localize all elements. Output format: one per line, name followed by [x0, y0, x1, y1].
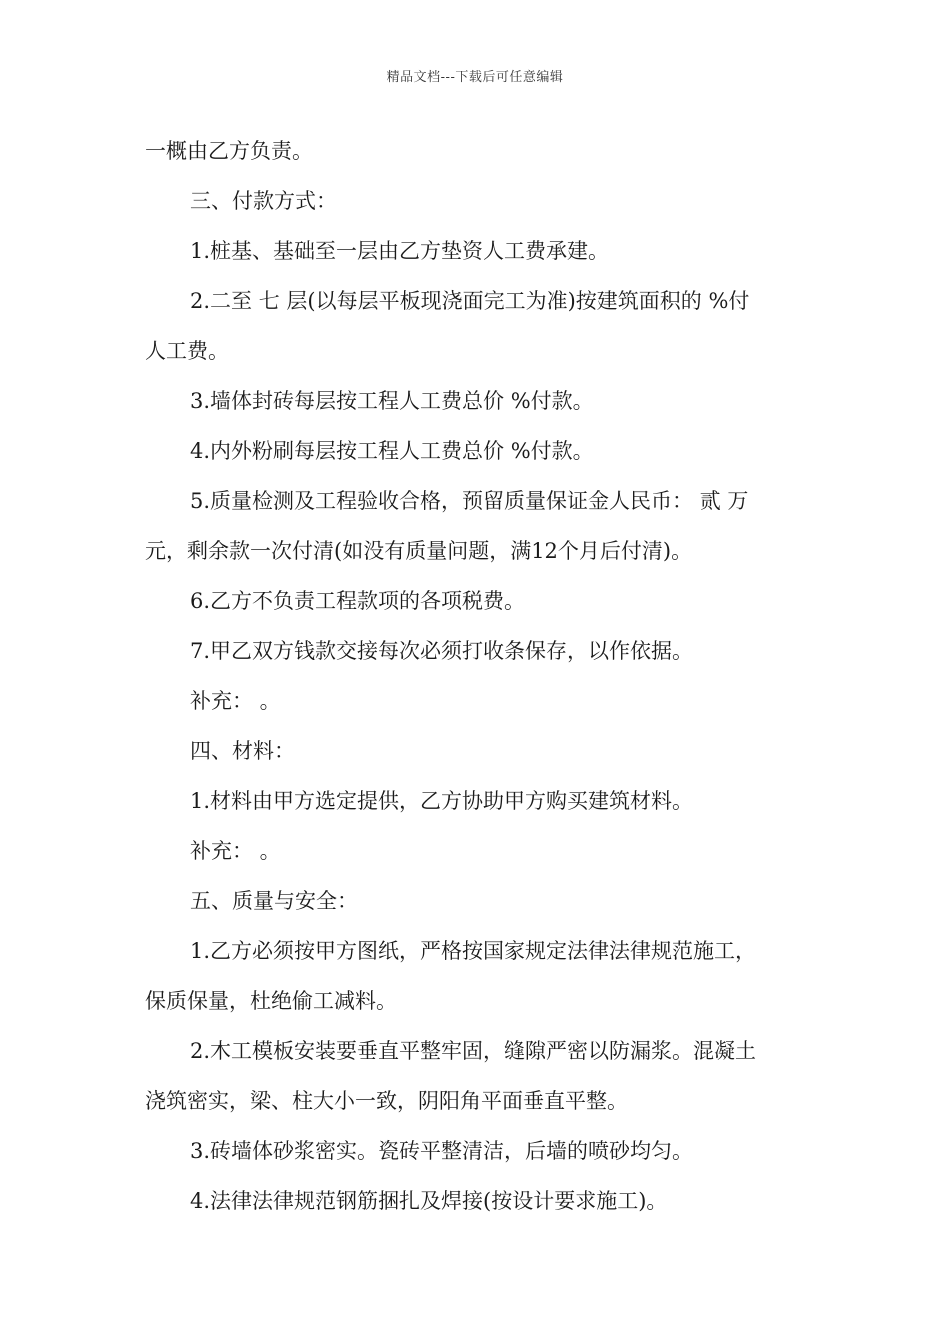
paragraph-line: 1.乙方必须按甲方图纸，严格按国家规定法律法律规范施工， — [190, 939, 757, 963]
paragraph-line: 3.墙体封砖每层按工程人工费总价 %付款。 — [190, 389, 594, 413]
paragraph-line: 浇筑密实，梁、柱大小一致，阴阳角平面垂直平整。 — [145, 1089, 628, 1113]
paragraph-line: 一概由乙方负责。 — [145, 139, 313, 163]
paragraph-line: 1.材料由甲方选定提供，乙方协助甲方购买建筑材料。 — [190, 789, 694, 813]
paragraph-line: 7.甲乙双方钱款交接每次必须打收条保存，以作依据。 — [190, 639, 694, 663]
paragraph-line: 5.质量检测及工程验收合格，预留质量保证金人民币： 贰 万 — [190, 489, 749, 513]
supplement-line: 补充： 。 — [190, 839, 281, 863]
paragraph-line: 4.法律法律规范钢筋捆扎及焊接(按设计要求施工)。 — [190, 1189, 668, 1213]
section-heading-materials: 四、材料： — [190, 739, 295, 763]
paragraph-line: 6.乙方不负责工程款项的各项税费。 — [190, 589, 526, 613]
paragraph-line: 人工费。 — [145, 339, 229, 363]
paragraph-line: 1.桩基、基础至一层由乙方垫资人工费承建。 — [190, 239, 610, 263]
paragraph-line: 2.木工模板安装要垂直平整牢固，缝隙严密以防漏浆。混凝土 — [190, 1039, 757, 1063]
section-heading-quality-safety: 五、质量与安全： — [190, 889, 358, 913]
paragraph-line: 保质保量，杜绝偷工减料。 — [145, 989, 397, 1013]
paragraph-line: 4.内外粉刷每层按工程人工费总价 %付款。 — [190, 439, 594, 463]
paragraph-line: 2.二至 七 层(以每层平板现浇面完工为准)按建筑面积的 %付 — [190, 289, 750, 313]
supplement-line: 补充： 。 — [190, 689, 281, 713]
paragraph-line: 3.砖墙体砂浆密实。瓷砖平整清洁，后墙的喷砂均匀。 — [190, 1139, 694, 1163]
page-header: 精品文档---下载后可任意编辑 — [386, 70, 564, 85]
section-heading-payment: 三、付款方式： — [190, 189, 337, 213]
paragraph-line: 元，剩余款一次付清(如没有质量问题，满12个月后付清)。 — [145, 539, 693, 563]
